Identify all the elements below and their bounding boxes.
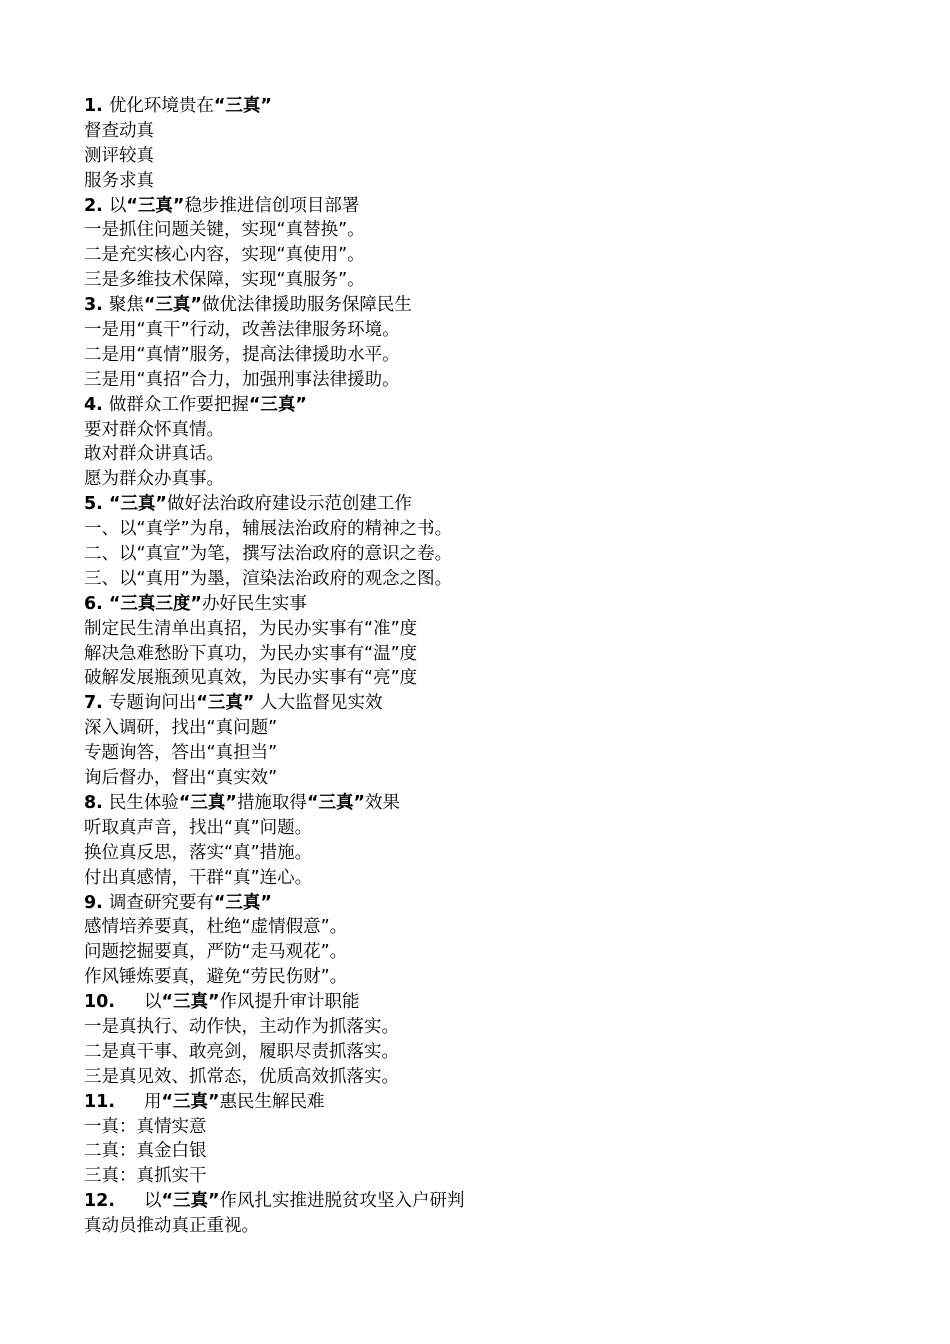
section-item: 一是用“真干”行动，改善法律服务环境。	[84, 320, 400, 341]
section-title-part: 稳步推进信创项目部署	[184, 195, 360, 216]
section-title-part: “三真”	[196, 693, 255, 714]
section-title-part: 聚焦	[108, 295, 144, 316]
section-number: 9.	[84, 892, 109, 913]
section-heading	[84, 691, 904, 716]
section-title-part: 做优法律援助服务保障民生	[201, 295, 412, 316]
section-title-part: 人大监督见实效	[254, 693, 383, 714]
section-item: 制定民生清单出真招，为民办实事有“准”度	[84, 618, 418, 639]
section-number: 11.	[84, 1091, 116, 1112]
section-item: 服务求真	[84, 170, 154, 191]
section-item: 三是多维技术保障，实现“真服务”。	[84, 270, 365, 291]
section-item: 一、以“真学”为帛，辅展法治政府的精神之书。	[84, 519, 453, 540]
section-item: 三是真见效、抓常态，优质高效抓落实。	[84, 1066, 399, 1087]
section-number: 12.	[84, 1191, 116, 1212]
section-item: 听取真声音，找出“真”问题。	[84, 817, 313, 838]
section-heading	[84, 990, 904, 1015]
section-title-part: “三真”	[108, 494, 167, 515]
section-number: 5.	[84, 494, 109, 515]
section-number: 10.	[84, 992, 116, 1013]
section-title-part: 专题询问出	[108, 693, 197, 714]
section-item: 一是真执行、动作快，主动作为抓落实。	[84, 1016, 399, 1037]
section-item: 感情培养要真，杜绝“虚情假意”。	[84, 917, 348, 938]
section-item: 深入调研，找出“真问题”	[84, 718, 278, 739]
section-item: 愿为群众办真事。	[84, 469, 224, 490]
section-title-part: 用	[144, 1091, 162, 1112]
section-number: 1.	[84, 96, 109, 116]
section-title-part: 惠民生解民难	[219, 1091, 325, 1112]
section-title-part: “三真”	[213, 96, 272, 116]
section-item: 换位真反思，落实“真”措施。	[84, 842, 313, 863]
section-heading	[84, 293, 904, 318]
section-item: 专题询答，答出“真担当”	[84, 743, 278, 764]
section-title-part: “三真”	[306, 792, 365, 813]
section-title-part: “三真”	[178, 792, 237, 813]
section-heading	[84, 891, 904, 916]
section-item: 付出真感情，干群“真”连心。	[84, 867, 313, 888]
section-title-part: 措施取得	[236, 792, 307, 813]
section-heading	[84, 492, 904, 517]
section-item: 破解发展瓶颈见真效，为民办实事有“亮”度	[84, 668, 418, 689]
section-title-part: 做群众工作要把握	[108, 394, 249, 415]
section-title-part: 以	[144, 992, 162, 1013]
section-item: 解决急难愁盼下真功，为民办实事有“温”度	[84, 643, 418, 664]
section-heading	[84, 592, 904, 617]
section-title-part: 作风扎实推进脱贫攻坚入户研判	[219, 1191, 465, 1212]
section-item: 三、以“真用”为墨，渲染法治政府的观念之图。	[84, 568, 453, 589]
section-item: 真动员推动真正重视。	[84, 1216, 259, 1237]
section-item: 敢对群众讲真话。	[84, 444, 224, 465]
section-title-part: 效果	[364, 792, 400, 813]
section-title-part: “三真”	[126, 195, 185, 216]
section-title-part: “三真”	[161, 992, 220, 1013]
section-title-part: “三真”	[248, 394, 307, 415]
section-heading	[84, 1189, 904, 1214]
section-number: 4.	[84, 394, 109, 415]
section-item: 督查动真	[84, 120, 154, 141]
section-title-part: 以	[144, 1191, 162, 1212]
document-body	[84, 94, 904, 1239]
section-item: 问题挖掘要真，严防“走马观花”。	[84, 942, 348, 963]
section-item: 二真：真金白银	[84, 1141, 207, 1162]
section-item: 三是用“真招”合力，加强刑事法律援助。	[84, 369, 400, 390]
section-title-part: “三真”	[161, 1191, 220, 1212]
section-title-part: 作风提升审计职能	[219, 992, 360, 1013]
section-number: 8.	[84, 792, 109, 813]
section-title-part: “三真三度”	[108, 593, 202, 614]
section-number: 7.	[84, 693, 109, 714]
section-item: 一是抓住问题关键，实现“真替换”。	[84, 220, 365, 241]
section-title-part: 民生体验	[108, 792, 179, 813]
section-item: 二是用“真情”服务，提高法律援助水平。	[84, 344, 400, 365]
section-heading	[84, 791, 904, 816]
section-item: 测评较真	[84, 145, 154, 166]
section-title-part: “三真”	[161, 1091, 220, 1112]
section-item: 二是充实核心内容，实现“真使用”。	[84, 245, 365, 266]
section-item: 询后督办，督出“真实效”	[84, 768, 278, 789]
section-number: 6.	[84, 593, 109, 614]
section-item: 一真：真情实意	[84, 1116, 207, 1137]
section-title-part: “三真”	[213, 892, 272, 913]
section-heading	[84, 194, 904, 219]
section-number: 3.	[84, 295, 109, 316]
section-heading	[84, 393, 904, 418]
section-number: 2.	[84, 195, 109, 216]
section-title-part: 做好法治政府建设示范创建工作	[166, 494, 412, 515]
section-title-part: 以	[108, 195, 127, 216]
section-item: 二是真干事、敢亮剑，履职尽责抓落实。	[84, 1041, 399, 1062]
section-item: 作风锤炼要真，避免“劳民伤财”。	[84, 967, 348, 988]
section-heading	[84, 1090, 904, 1115]
section-item: 三真：真抓实干	[84, 1166, 207, 1187]
section-item: 要对群众怀真情。	[84, 419, 224, 440]
section-item: 二、以“真宣”为笔，撰写法治政府的意识之卷。	[84, 544, 453, 565]
section-title-part: 调查研究要有	[108, 892, 214, 913]
section-title-part: “三真”	[143, 295, 202, 316]
section-heading	[84, 94, 904, 119]
section-title-part: 优化环境贵在	[108, 96, 214, 116]
section-title-part: 办好民生实事	[201, 593, 307, 614]
